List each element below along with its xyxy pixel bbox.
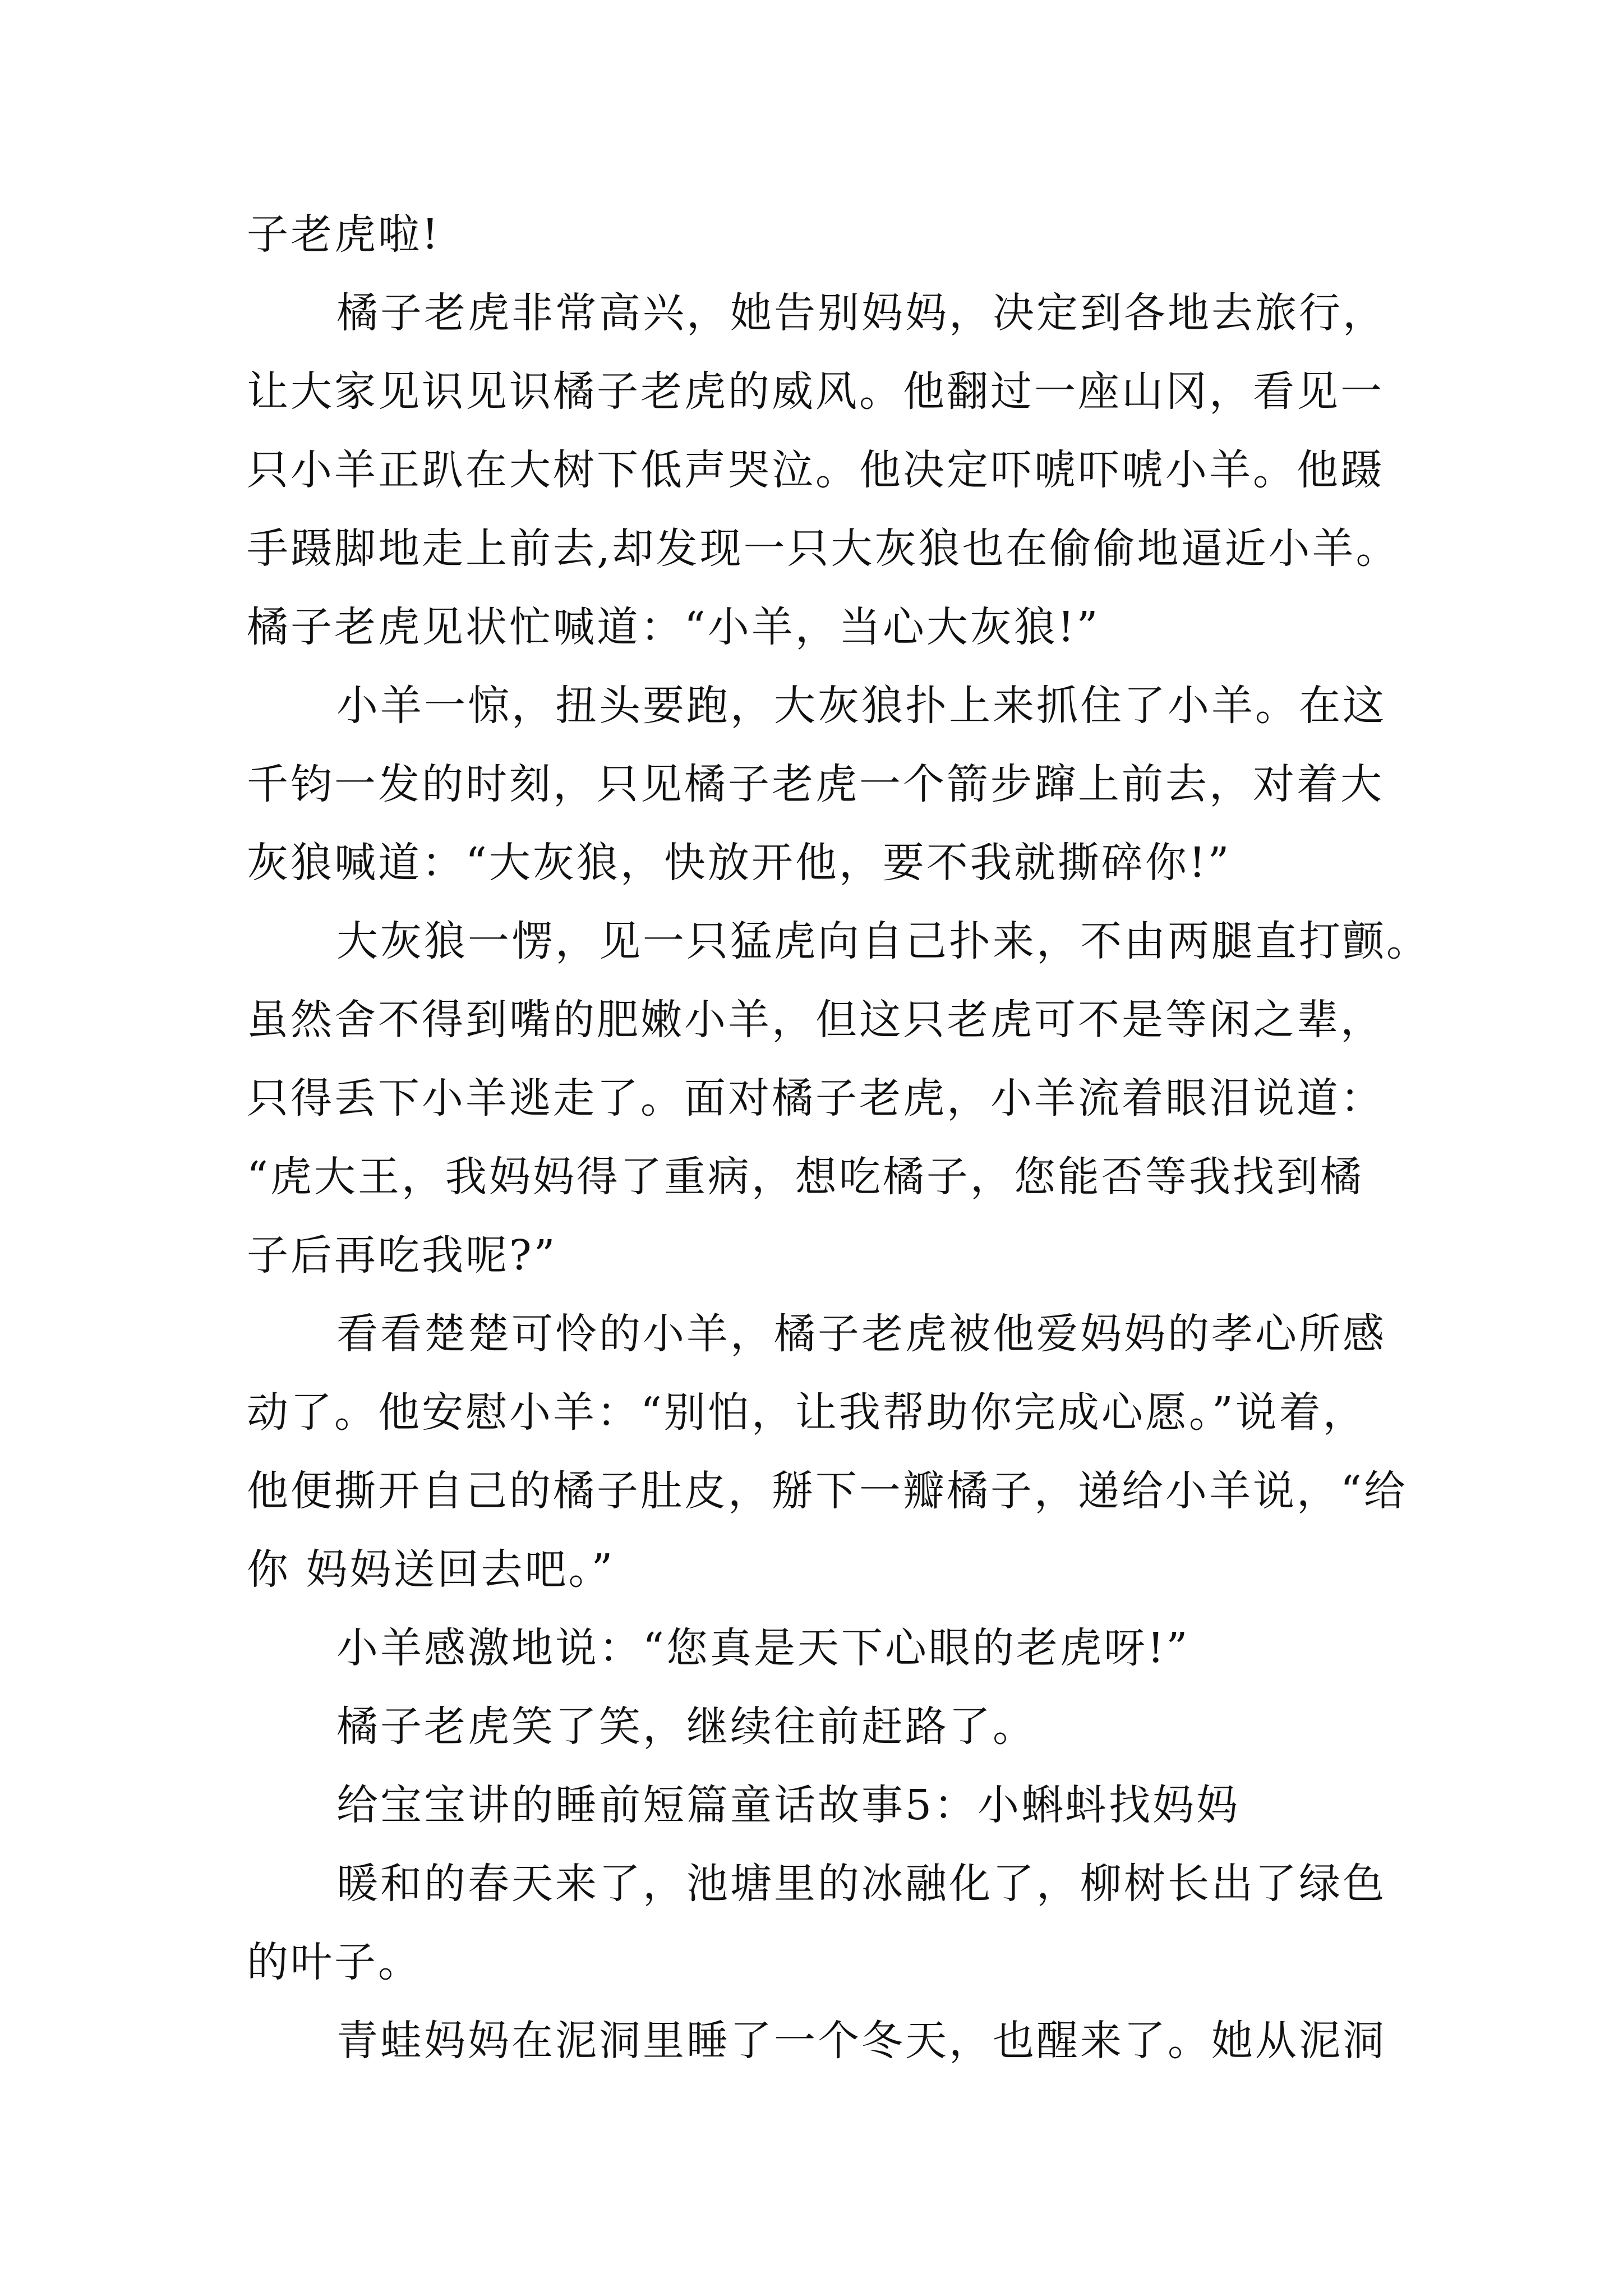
text-line: 让大家见识见识橘子老虎的威风。他翻过一座山冈，看见一: [247, 367, 1384, 416]
text-line: 的叶子。: [247, 1938, 422, 1986]
text-line: 小羊一惊，扭头要跑，大灰狼扑上来抓住了小羊。在这: [336, 682, 1386, 730]
text-line: 只得丢下小羊逃走了。面对橘子老虎，小羊流着眼泪说道：: [247, 1074, 1384, 1122]
text-line: 只小羊正趴在大树下低声哭泣。他决定吓唬吓唬小羊。他蹑: [247, 446, 1384, 494]
section-heading: 给宝宝讲的睡前短篇童话故事5：小蝌蚪找妈妈: [336, 1781, 1241, 1829]
text-line: 动了。他安慰小羊：“别怕，让我帮助你完成心愿。”说着，: [247, 1388, 1367, 1437]
text-line: 虽然舍不得到嘴的肥嫩小羊，但这只老虎可不是等闲之辈，: [247, 996, 1384, 1044]
text-line: 小羊感激地说：“您真是天下心眼的老虎呀!”: [336, 1624, 1190, 1672]
text-line: 橘子老虎笑了笑，继续往前赶路了。: [336, 1703, 1036, 1751]
text-line: 子后再吃我呢?”: [247, 1231, 557, 1280]
text-line: 子老虎啦!: [247, 210, 441, 259]
text-line: 他便撕开自己的橘子肚皮，掰下一瓣橘子，递给小羊说，“给: [247, 1467, 1408, 1515]
text-line: 橘子老虎见状忙喊道：“小羊，当心大灰狼!”: [247, 603, 1100, 651]
text-line: 橘子老虎非常高兴，她告别妈妈，决定到各地去旅行，: [336, 289, 1386, 337]
text-line: 大灰狼一愣，见一只猛虎向自己扑来，不由两腿直打颤。: [336, 917, 1430, 965]
text-line: 暖和的春天来了，池塘里的冰融化了，柳树长出了绿色: [336, 1860, 1386, 1908]
text-line: 青蛙妈妈在泥洞里睡了一个冬天，也醒来了。她从泥洞: [336, 2017, 1386, 2065]
text-line: 你 妈妈送回去吧。”: [247, 1545, 615, 1594]
text-line: 千钧一发的时刻，只见橘子老虎一个箭步蹿上前去，对着大: [247, 760, 1384, 808]
text-line: 灰狼喊道：“大灰狼，快放开他，要不我就撕碎你!”: [247, 839, 1232, 887]
text-line: “虎大王，我妈妈得了重病，想吃橘子，您能否等我找到橘: [247, 1153, 1364, 1201]
text-line: 手蹑脚地走上前去,却发现一只大灰狼也在偷偷地逼近小羊。: [247, 524, 1400, 573]
text-line: 看看楚楚可怜的小羊，橘子老虎被他爱妈妈的孝心所感: [336, 1310, 1386, 1358]
